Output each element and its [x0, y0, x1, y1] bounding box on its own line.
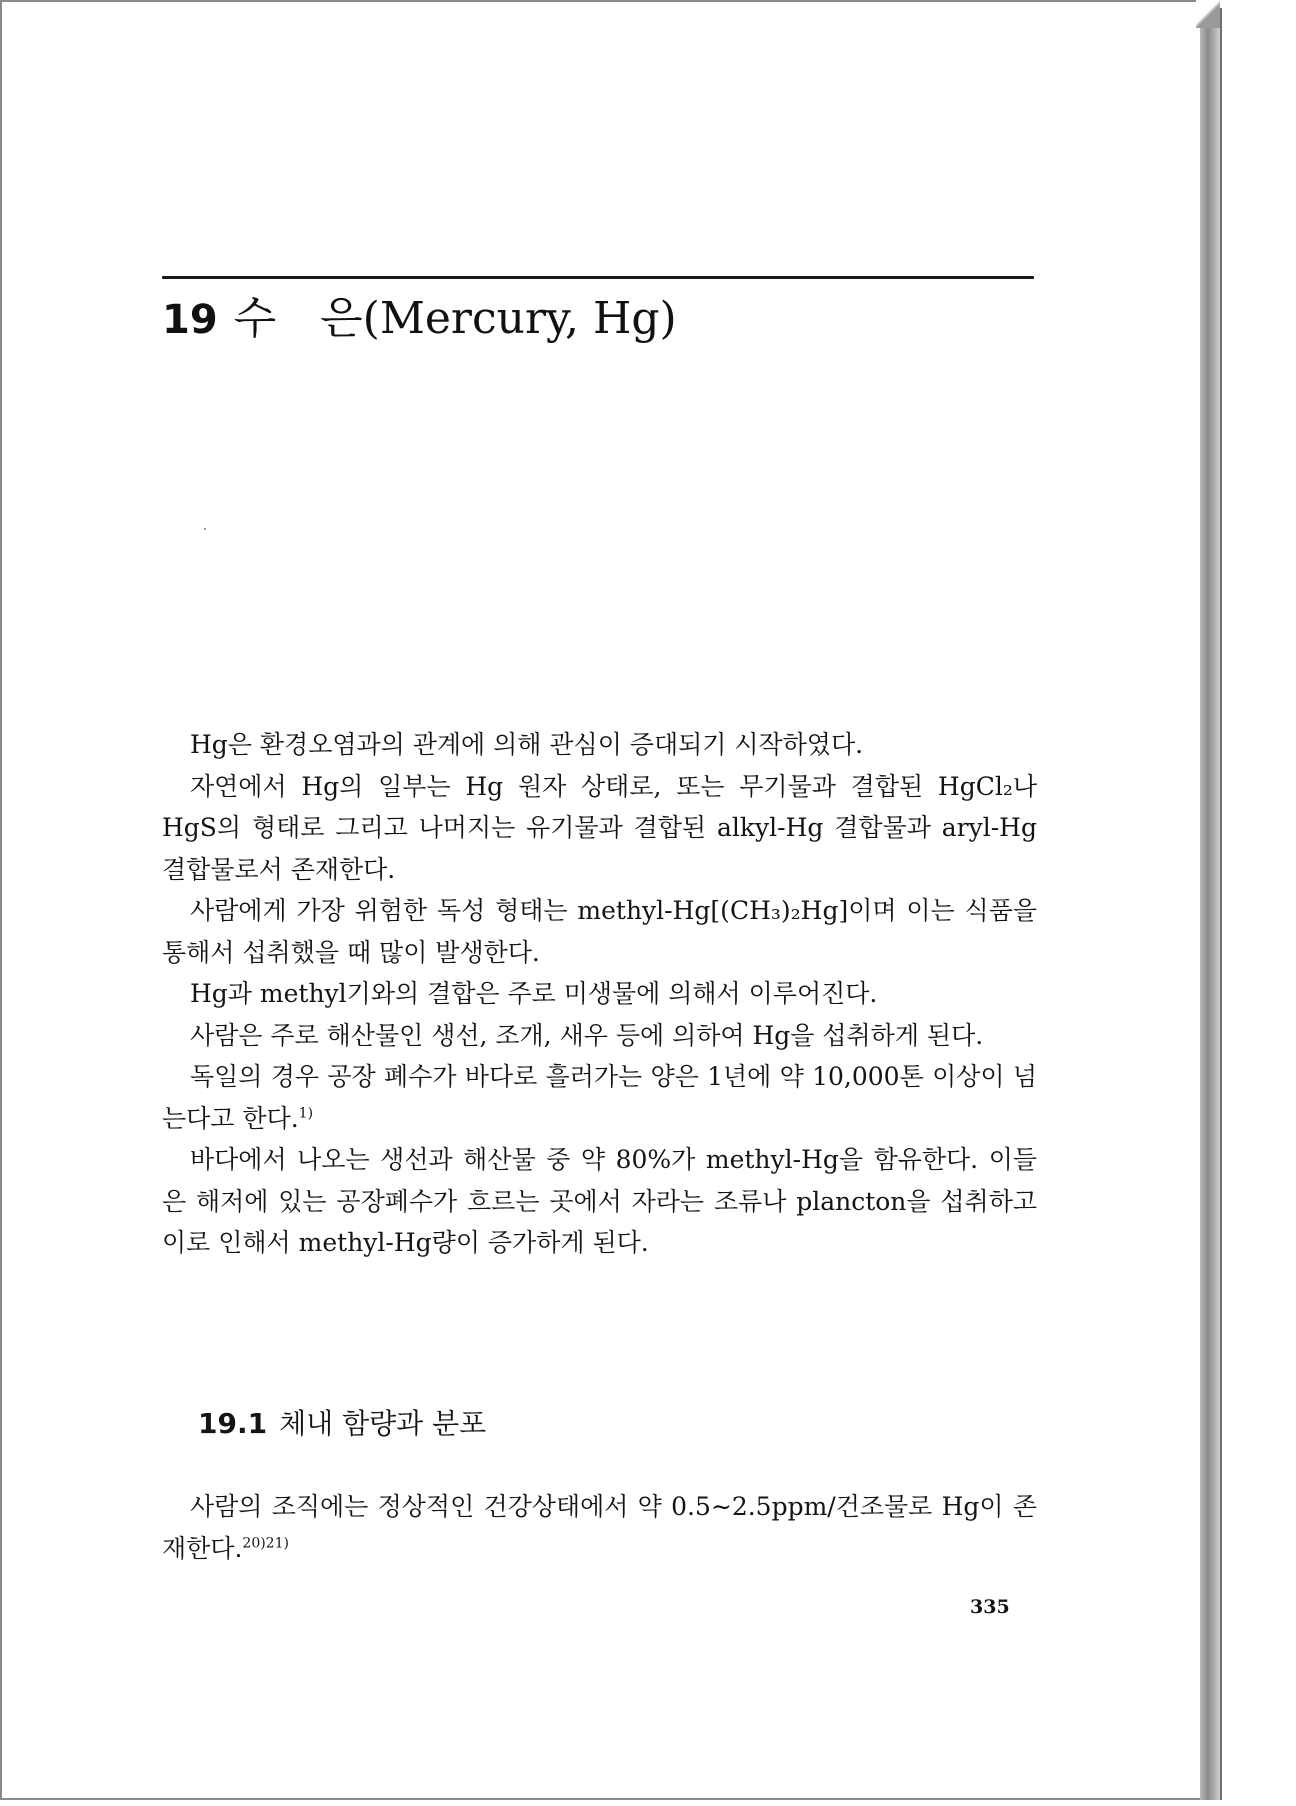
footnote-mark: 1) [298, 1105, 314, 1122]
paragraph-text: 독일의 경우 공장 폐수가 바다로 흘러가는 양은 1년에 약 10,000톤 이상이 넘는다고 한다. [162, 1062, 1037, 1133]
chapter-number: 19 [162, 297, 218, 343]
chapter-heading [162, 282, 677, 346]
chapter-title: 수 은(Mercury, Hg) [233, 293, 677, 344]
page-number: 335 [970, 1596, 1010, 1618]
paragraph-text: 사람의 조직에는 정상적인 건강상태에서 약 0.5∼2.5ppm/건조물로 Hg이 존재한다. [162, 1492, 1037, 1563]
section-number: 19.1 [198, 1407, 268, 1440]
page-edge-shadow [1200, 8, 1222, 1800]
scan-speck [204, 528, 206, 530]
paragraph: Hg과 methyl기와의 결합은 주로 미생물에 의해서 이루어진다. [190, 979, 878, 1008]
paragraph [162, 1486, 1037, 1569]
section-heading [198, 1402, 486, 1442]
page-corner-fold [1196, 0, 1220, 28]
chapter-body [162, 724, 1037, 1264]
paragraph: Hg은 환경오염과의 관계에 의해 관심이 증대되기 시작하였다. [190, 730, 864, 759]
paragraph: 바다에서 나오는 생선과 해산물 중 약 80%가 methyl-Hg을 함유한다. 이들은 해저에 있는 공장폐수가 흐르는 곳에서 자라는 조류나 plancton을 섭취하고 이로 인해서 methyl-Hg량이 증가하게 된다. [162, 1145, 1037, 1257]
chapter-rule [162, 276, 1034, 279]
paragraph: 자연에서 Hg의 일부는 Hg 원자 상태로, 또는 무기물과 결합된 HgCl₂나 HgS의 형태로 그리고 나머지는 유기물과 결합된 alkyl-Hg 결합물과 aryl-Hg 결합물로서 존재한다. [162, 771, 1037, 884]
footnote-mark: 20)21) [242, 1535, 289, 1552]
section-title: 체내 함량과 분포 [279, 1407, 487, 1440]
paragraph: 사람에게 가장 위험한 독성 형태는 methyl-Hg[(CH₃)₂Hg]이며 이는 식품을 통해서 섭취했을 때 많이 발생한다. [162, 896, 1037, 967]
paragraph: 사람은 주로 해산물인 생선, 조개, 새우 등에 의하여 Hg을 섭취하게 된다. [190, 1020, 984, 1050]
paragraph [162, 1056, 1037, 1139]
section-body [162, 1486, 1037, 1569]
